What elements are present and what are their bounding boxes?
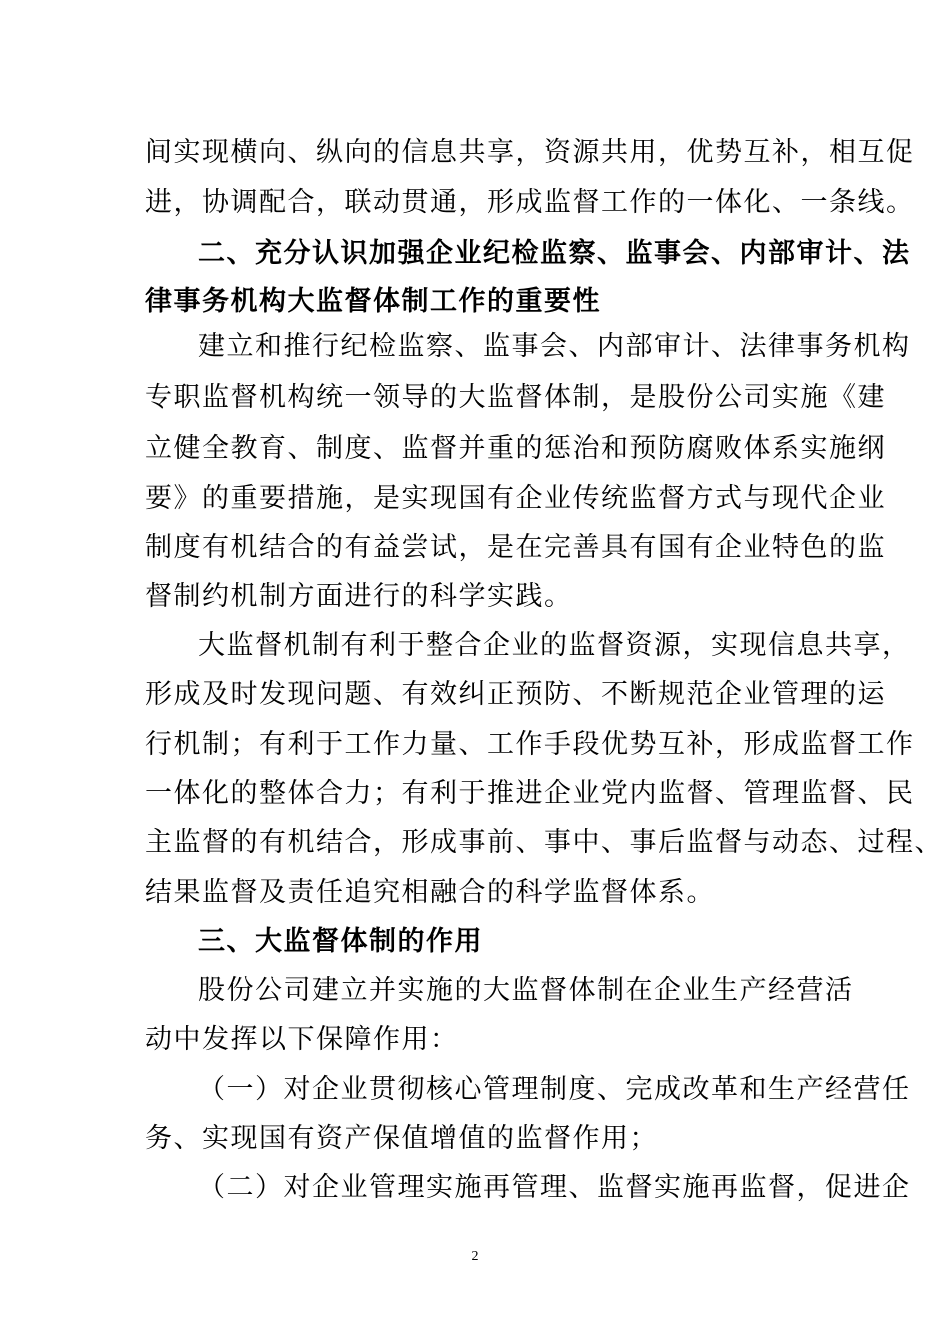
- paragraph-line: 主监督的有机结合，形成事前、事中、事后监督与动态、过程、: [145, 827, 943, 858]
- section-heading: 三、大监督体制的作用: [198, 926, 483, 957]
- paragraph-line: 制度有机结合的有益尝试，是在完善具有国有企业特色的监: [145, 532, 886, 563]
- text-line: 进，协调配合，联动贯通，形成监督工作的一体化、一条线。: [145, 187, 915, 218]
- section-heading: 律事务机构大监督体制工作的重要性: [145, 286, 601, 317]
- paragraph-line: 专职监督机构统一领导的大监督体制，是股份公司实施《建: [145, 382, 886, 413]
- paragraph-line: 行机制；有利于工作力量、工作手段优势互补，形成监督工作: [145, 729, 915, 760]
- paragraph-line: 结果监督及责任追究相融合的科学监督体系。: [145, 877, 715, 908]
- list-item-line: （一）对企业贯彻核心管理制度、完成改革和生产经营任: [198, 1074, 911, 1105]
- paragraph-line: 要》的重要措施，是实现国有企业传统监督方式与现代企业: [145, 483, 886, 514]
- paragraph-line: 动中发挥以下保障作用：: [145, 1024, 459, 1055]
- paragraph-line: 建立和推行纪检监察、监事会、内部审计、法律事务机构: [198, 331, 911, 362]
- list-item-line: （二）对企业管理实施再管理、监督实施再监督，促进企: [198, 1172, 911, 1203]
- text-line: 间实现横向、纵向的信息共享，资源共用，优势互补，相互促: [145, 137, 915, 168]
- paragraph-line: 立健全教育、制度、监督并重的惩治和预防腐败体系实施纲: [145, 433, 886, 464]
- paragraph-line: 形成及时发现问题、有效纠正预防、不断规范企业管理的运: [145, 679, 886, 710]
- paragraph-line: 一体化的整体合力；有利于推进企业党内监督、管理监督、民: [145, 778, 915, 809]
- page-number: 2: [471, 1249, 479, 1264]
- section-heading: 二、充分认识加强企业纪检监察、监事会、内部审计、法: [198, 238, 911, 269]
- paragraph-line: 大监督机制有利于整合企业的监督资源，实现信息共享，: [198, 630, 911, 661]
- paragraph-line: 股份公司建立并实施的大监督体制在企业生产经营活: [198, 975, 854, 1006]
- list-item-line: 务、实现国有资产保值增值的监督作用；: [145, 1123, 658, 1154]
- paragraph-line: 督制约机制方面进行的科学实践。: [145, 581, 573, 612]
